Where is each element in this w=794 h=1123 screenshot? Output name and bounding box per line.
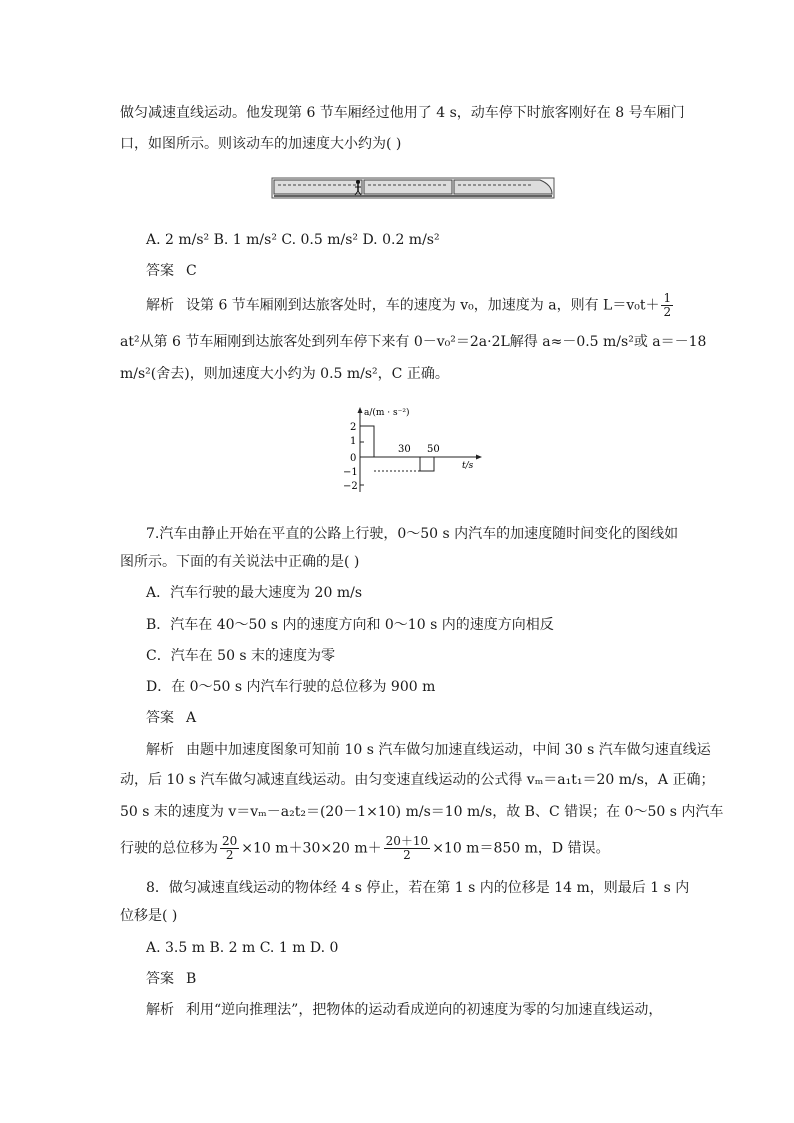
- q8-answer: [146, 970, 196, 988]
- q6-fraction-half: [661, 292, 673, 319]
- train-car-1: [274, 180, 362, 194]
- frac-num: 20: [222, 834, 238, 848]
- x-tick-30: 30: [398, 444, 411, 455]
- y-tick-neg2: −2: [343, 481, 358, 492]
- frac-den: 2: [225, 848, 234, 862]
- y-tick-1: 1: [350, 436, 357, 447]
- q7-option-b: B．汽车在 40～50 s 内的速度方向和 0～10 s 内的速度方向相反: [146, 617, 554, 633]
- train-car-3-head: [454, 180, 552, 194]
- frac-den: 2: [403, 848, 411, 862]
- frac-num: 1: [663, 291, 672, 305]
- q7-analysis-line-1: [146, 741, 711, 759]
- train-figure: [270, 176, 556, 202]
- q8-stem-2: 位移是( ): [120, 908, 178, 924]
- q8-stem-1: 8．做匀减速直线运动的物体经 4 s 停止，若在第 1 s 内的位移是 14 m，则最后 1 s 内: [146, 880, 690, 896]
- x-axis-label: t/s: [462, 461, 474, 471]
- q8-analysis-line-1: [146, 1001, 662, 1019]
- q7-analysis-text-1: 由题中加速度图象可知前 10 s 汽车做匀加速直线运动，中间 30 s 汽车做匀速直线运: [186, 742, 711, 758]
- q7-stem-2: 图所示。下面的有关说法中正确的是( ): [120, 554, 360, 570]
- train-car-2: [364, 180, 452, 194]
- q7-stem-1: 7.汽车由静止开始在平直的公路上行驶，0～50 s 内汽车的加速度随时间变化的图线如: [146, 526, 679, 542]
- accel-segment-negative: [420, 457, 434, 471]
- q8-options: A. 3.5 m B. 2 m C. 1 m D. 0: [146, 940, 339, 956]
- q6-options: A. 2 m/s² B. 1 m/s² C. 0.5 m/s² D. 0.2 m/s²: [146, 232, 440, 248]
- q7-option-a: A．汽车行驶的最大速度为 20 m/s: [146, 585, 363, 601]
- q7-option-c: C．汽车在 50 s 末的速度为零: [146, 648, 336, 664]
- q7-answer-value: A: [186, 710, 197, 726]
- q6-answer-label: 答案: [146, 263, 174, 279]
- q7-analysis-label: 解析: [146, 742, 174, 758]
- q6-answer: [146, 262, 197, 280]
- q6-analysis-label: 解析: [146, 297, 174, 314]
- q7-analysis-4-post: ×10 m＝850 m，D 错误。: [432, 840, 610, 857]
- q7-option-d: D．在 0～50 s 内汽车行驶的总位移为 900 m: [146, 679, 436, 695]
- q6-analysis-line-1: [146, 292, 675, 319]
- q7-analysis-4-mid: ×10 m＋30×20 m＋: [241, 840, 382, 857]
- y-tick-neg1: −1: [343, 467, 358, 478]
- frac-den: 2: [663, 305, 672, 319]
- q6-answer-value: C: [186, 263, 197, 279]
- q6-analysis-line-3: m/s²(舍去)，则加速度大小约为 0.5 m/s²，C 正确。: [120, 366, 449, 382]
- q7-fraction-2: [384, 835, 431, 862]
- q7-analysis-4-pre: 行驶的总位移为: [120, 840, 218, 857]
- q8-analysis-label: 解析: [146, 1002, 174, 1018]
- y-axis-label: a/(m · s⁻²): [364, 408, 410, 418]
- x-tick-50: 50: [427, 444, 440, 455]
- q8-answer-value: B: [186, 971, 197, 987]
- intro-line-2: 口，如图所示。则该动车的加速度大小约为( ): [120, 136, 402, 152]
- q6-analysis-line-2: at²从第 6 节车厢刚到达旅客处到列车停下来有 0－v₀²＝2a·2L解得 a≈－0.5 m/s²或 a＝－18: [120, 334, 707, 350]
- q7-answer: [146, 709, 196, 727]
- acceleration-time-graph: [338, 404, 488, 496]
- q7-analysis-line-4: [120, 835, 610, 862]
- q8-analysis-text-1: 利用“逆向推理法”，把物体的运动看成逆向的初速度为零的匀加速直线运动，: [186, 1002, 663, 1018]
- frac-num: 20＋10: [385, 834, 429, 848]
- q8-answer-label: 答案: [146, 971, 174, 987]
- intro-line-1: 做匀减速直线运动。他发现第 6 节车厢经过他用了 4 s，动车停下时旅客刚好在 8 号车厢门: [120, 105, 685, 121]
- y-tick-2: 2: [350, 422, 357, 433]
- q7-analysis-line-2: 动，后 10 s 汽车做匀减速直线运动。由匀变速直线运动的公式得 vₘ＝a₁t₁＝20 m/s，A 正确；: [120, 772, 715, 788]
- q7-fraction-1: [220, 835, 239, 862]
- y-tick-0: 0: [350, 453, 357, 464]
- q7-answer-label: 答案: [146, 710, 174, 726]
- q7-analysis-line-3: 50 s 末的速度为 v＝vₘ－a₂t₂＝(20－1×10) m/s＝10 m/s，故 B、C 错误；在 0～50 s 内汽车: [120, 804, 724, 820]
- q6-analysis-text-1: 设第 6 节车厢刚到达旅客处时，车的速度为 v₀，加速度为 a，则有 L＝v₀t＋: [186, 297, 660, 314]
